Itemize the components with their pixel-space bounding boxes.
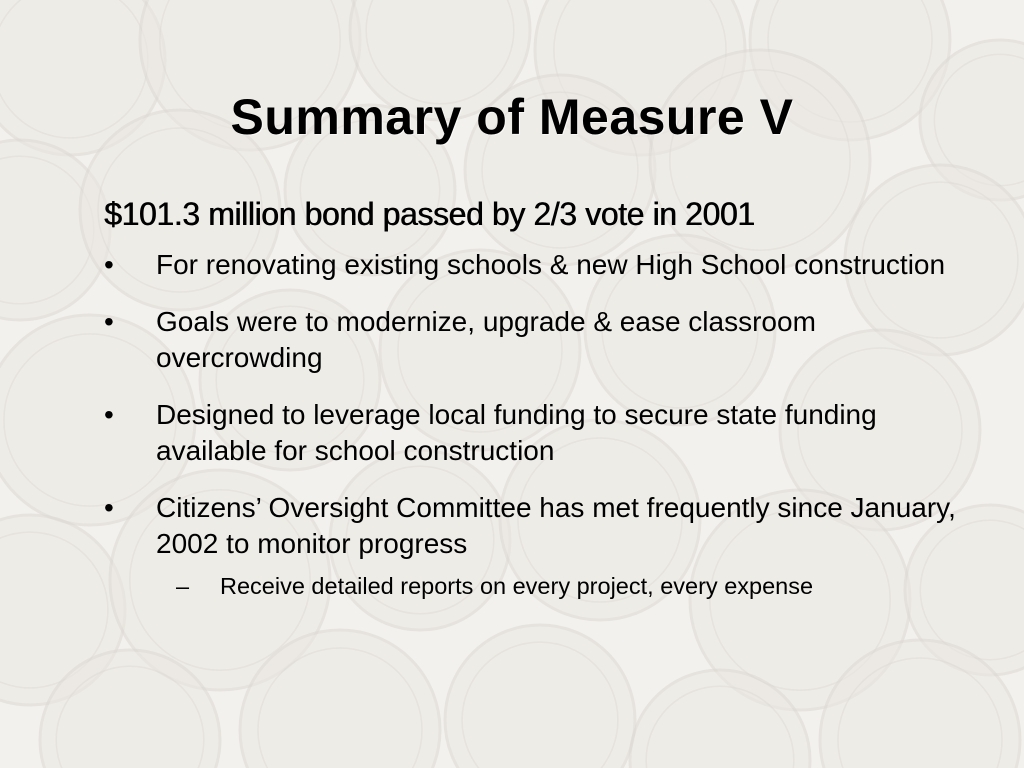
bullet-item	[104, 304, 974, 376]
bullet-text: Goals were to modernize, upgrade & ease classroom overcrowding	[156, 306, 816, 373]
bullet-text: Designed to leverage local funding to secure state funding available for school construction	[156, 399, 877, 466]
sub-bullet-marker: –	[176, 573, 190, 599]
bullet-marker: •	[104, 399, 114, 430]
bullet-marker: •	[104, 492, 114, 523]
bullet-marker: •	[104, 306, 114, 337]
bullet-item	[104, 490, 974, 562]
bullet-list	[104, 247, 974, 601]
slide-title: Summary of Measure V	[230, 89, 794, 145]
bullet-text: For renovating existing schools & new High School construction	[156, 249, 946, 280]
slide-body	[104, 196, 974, 601]
sub-bullet-item	[104, 571, 974, 601]
bullet-marker: •	[104, 249, 114, 280]
bullet-item	[104, 247, 974, 283]
lead-statement: $101.3 million bond passed by 2/3 vote in 2001	[104, 196, 755, 232]
coin-shape	[445, 625, 635, 768]
bullet-item	[104, 397, 974, 469]
sub-bullet-text: Receive detailed reports on every project, every expense	[220, 573, 814, 599]
bullet-text: Citizens’ Oversight Committee has met frequently since January, 2002 to monitor progress	[156, 492, 956, 559]
